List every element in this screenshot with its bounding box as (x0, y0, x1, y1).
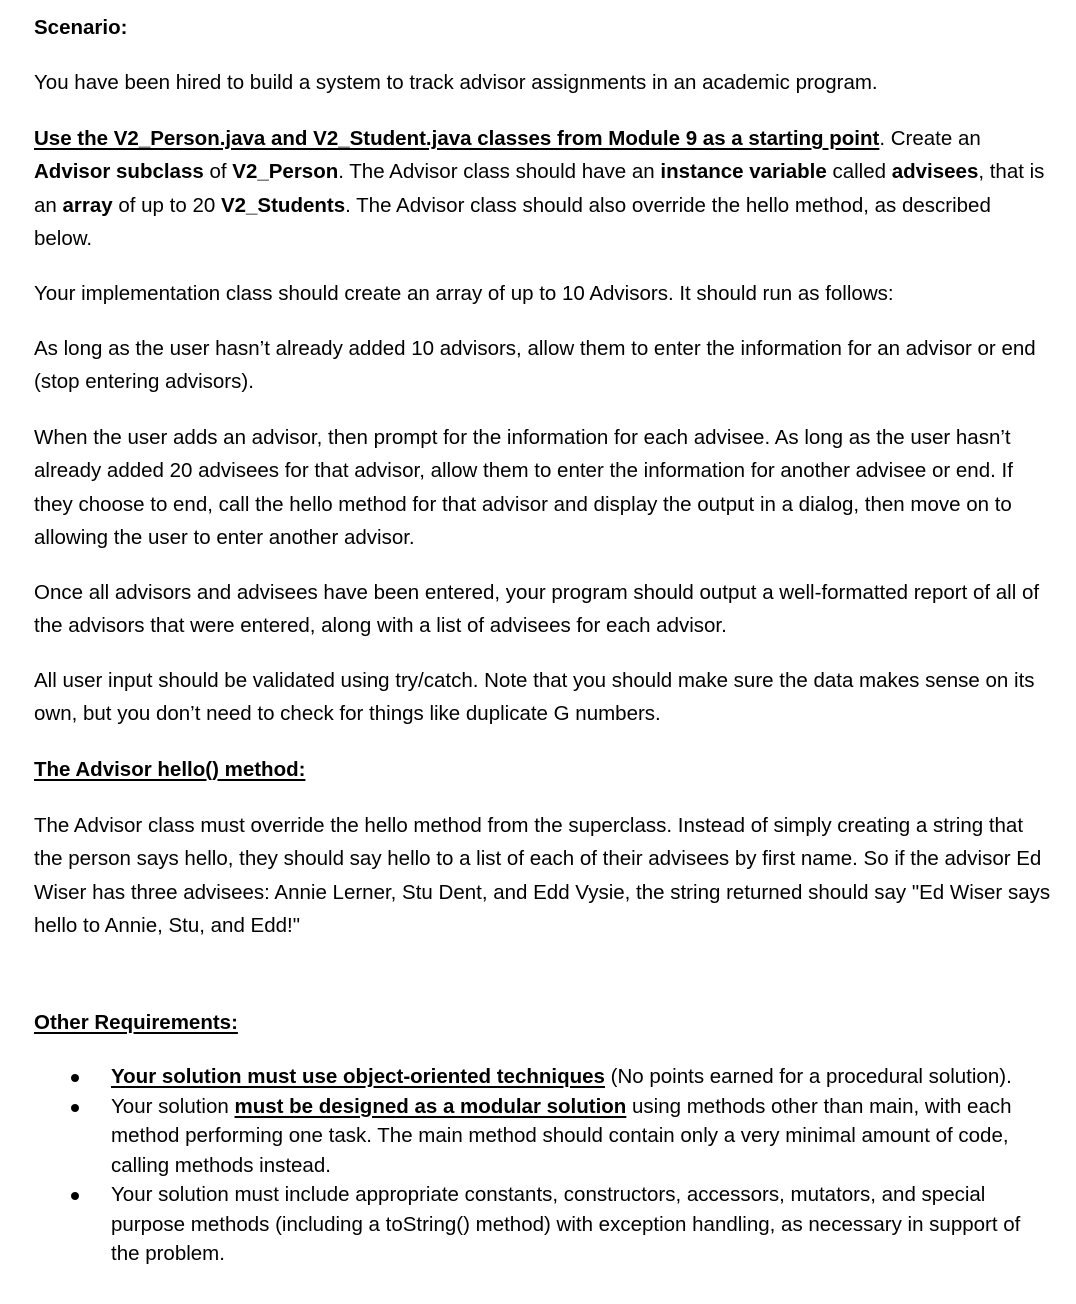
report-paragraph: Once all advisors and advisees have been entered, your program should output a well-formatted report of all of the advisors that were entered, along with a list of advisees for each advisor. (34, 581, 1040, 638)
advisor-class-paragraph: Use the V2_Person.java and V2_Student.java classes from Module 9 as a starting point. Create an Advisor subclass of V2_Person. The Advisor class should have an instance variable called advisees, that is an array of up to 20 V2_Students. The Advisor class should also override the hello method, as described below. (34, 127, 1045, 250)
list-item: Your solution must be designed as a modular solution using methods other than main, with each method performing one task. The main method should contain only a very minimal amount of code, calling methods instead. (34, 1092, 1054, 1181)
validation-paragraph: All user input should be validated using try/catch. Note that you should make sure the data makes sense on its own, but you don’t need to check for things like duplicate G numbers. (34, 669, 1035, 726)
implementation-paragraph: Your implementation class should create an array of up to 10 Advisors. It should run as follows: (34, 282, 894, 305)
starting-point-note: Use the V2_Person.java and V2_Student.java classes from Module 9 as a starting point (34, 127, 880, 150)
list-item: Your solution must use object-oriented techniques (No points earned for a procedural solution). (34, 1062, 1054, 1092)
intro-paragraph: You have been hired to build a system to track advisor assignments in an academic program. (34, 71, 878, 94)
requirements-list (34, 1062, 1054, 1269)
advisor-limit-paragraph: As long as the user hasn’t already added 10 advisors, allow them to enter the information for an advisor or end (stop entering advisors). (34, 337, 1036, 394)
advisee-entry-paragraph: When the user adds an advisor, then prompt for the information for each advisee. As long as the user hasn’t already added 20 advisees for that advisor, allow them to enter the information for another advisee or end. If they choose to end, call the hello method for that advisor and display the output in a dialog, then move on to allowing the user to enter another advisor. (34, 426, 1013, 549)
hello-method-heading: The Advisor hello() method: (34, 758, 306, 781)
scenario-heading: Scenario: (34, 16, 128, 39)
hello-method-paragraph: The Advisor class must override the hello method from the superclass. Instead of simply creating a string that the person says hello, they should say hello to a list of each of their advisees by first name. So if the advisor Ed Wiser has three advisees: Annie Lerner, Stu Dent, and Edd Vysie, the string returned should say "Ed Wiser says hello to Annie, Stu, and Edd!" (34, 814, 1051, 937)
other-requirements-heading: Other Requirements: (34, 1011, 238, 1034)
list-item: Your solution must include appropriate constants, constructors, accessors, mutators, and special purpose methods (including a toString() method) with exception handling, as necessary in support of the problem. (34, 1180, 1054, 1269)
